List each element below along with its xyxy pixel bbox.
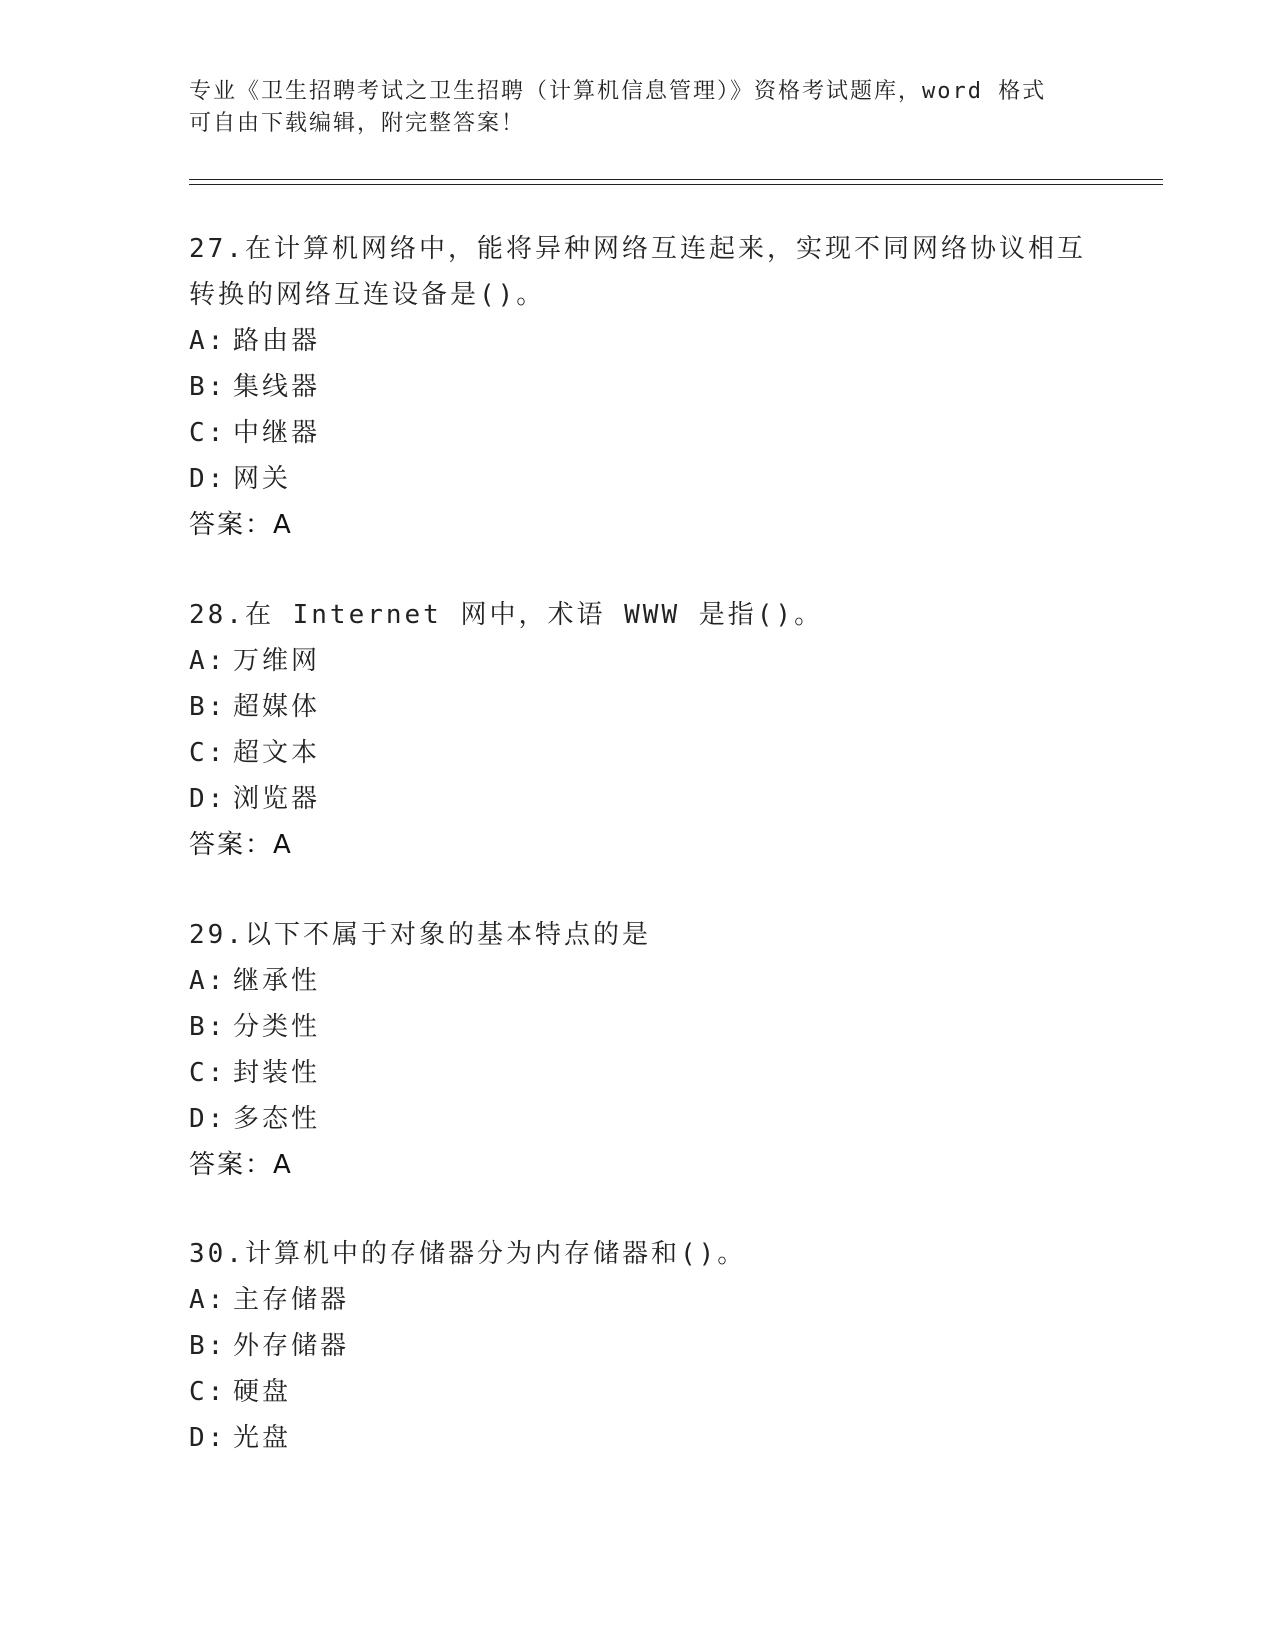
header-divider-top — [189, 179, 1163, 180]
answer-label: 答案：A — [189, 830, 293, 860]
option-c — [189, 1369, 1189, 1415]
header-divider-bottom — [189, 184, 1163, 185]
option-text: 分类性 — [233, 1012, 321, 1042]
question-stem-line: 30.计算机中的存储器分为内存储器和()。 — [189, 1239, 747, 1269]
option-key: D: — [189, 1423, 227, 1453]
question-30 — [189, 1231, 1189, 1461]
option-key: D: — [189, 1104, 227, 1134]
question-stem-line: 28.在 Internet 网中，术语 WWW 是指()。 — [189, 600, 824, 630]
option-c — [189, 410, 1189, 456]
option-text: 光盘 — [233, 1423, 292, 1453]
option-text: 万维网 — [233, 646, 321, 676]
option-text: 继承性 — [233, 966, 321, 996]
option-c — [189, 1050, 1189, 1096]
question-stem — [189, 592, 1189, 638]
option-key: D: — [189, 464, 227, 494]
option-key: A: — [189, 1285, 227, 1315]
option-text: 网关 — [233, 464, 292, 494]
option-b — [189, 1004, 1189, 1050]
option-text: 中继器 — [233, 418, 321, 448]
question-27 — [189, 226, 1189, 548]
option-key: A: — [189, 646, 227, 676]
option-text: 封装性 — [233, 1058, 321, 1088]
question-stem-line: 27.在计算机网络中，能将异种网络互连起来，实现不同网络协议相互 — [189, 234, 1086, 264]
option-text: 外存储器 — [233, 1331, 350, 1361]
option-key: B: — [189, 372, 227, 402]
question-stem-line: 转换的网络互连设备是()。 — [189, 280, 546, 310]
option-text: 超媒体 — [233, 692, 321, 722]
question-stem-line: 29.以下不属于对象的基本特点的是 — [189, 920, 651, 950]
option-a — [189, 958, 1189, 1004]
option-b — [189, 364, 1189, 410]
option-d — [189, 776, 1189, 822]
option-c — [189, 730, 1189, 776]
option-text: 硬盘 — [233, 1377, 292, 1407]
option-a — [189, 1277, 1189, 1323]
question-29 — [189, 912, 1189, 1188]
question-28 — [189, 592, 1189, 868]
option-key: A: — [189, 326, 227, 356]
answer-label: 答案：A — [189, 1150, 293, 1180]
option-a — [189, 638, 1189, 684]
option-text: 集线器 — [233, 372, 321, 402]
option-a — [189, 318, 1189, 364]
option-text: 路由器 — [233, 326, 321, 356]
option-key: C: — [189, 418, 227, 448]
option-d — [189, 1096, 1189, 1142]
option-key: B: — [189, 1331, 227, 1361]
option-key: C: — [189, 1377, 227, 1407]
question-stem — [189, 1231, 1189, 1277]
option-text: 超文本 — [233, 738, 321, 768]
header-line-2: 可自由下载编辑，附完整答案！ — [189, 111, 526, 136]
question-stem — [189, 226, 1189, 318]
option-d — [189, 456, 1189, 502]
option-key: C: — [189, 1058, 227, 1088]
option-b — [189, 684, 1189, 730]
option-d — [189, 1415, 1189, 1461]
option-key: B: — [189, 692, 227, 722]
option-key: C: — [189, 738, 227, 768]
answer-label: 答案：A — [189, 510, 293, 540]
option-b — [189, 1323, 1189, 1369]
option-key: D: — [189, 784, 227, 814]
question-stem — [189, 912, 1189, 958]
option-text: 主存储器 — [233, 1285, 350, 1315]
option-key: B: — [189, 1012, 227, 1042]
option-text: 多态性 — [233, 1104, 321, 1134]
option-text: 浏览器 — [233, 784, 321, 814]
header-line-1: 专业《卫生招聘考试之卫生招聘（计算机信息管理）》资格考试题库，word 格式 — [189, 79, 1047, 104]
option-key: A: — [189, 966, 227, 996]
document-header — [189, 76, 1089, 140]
